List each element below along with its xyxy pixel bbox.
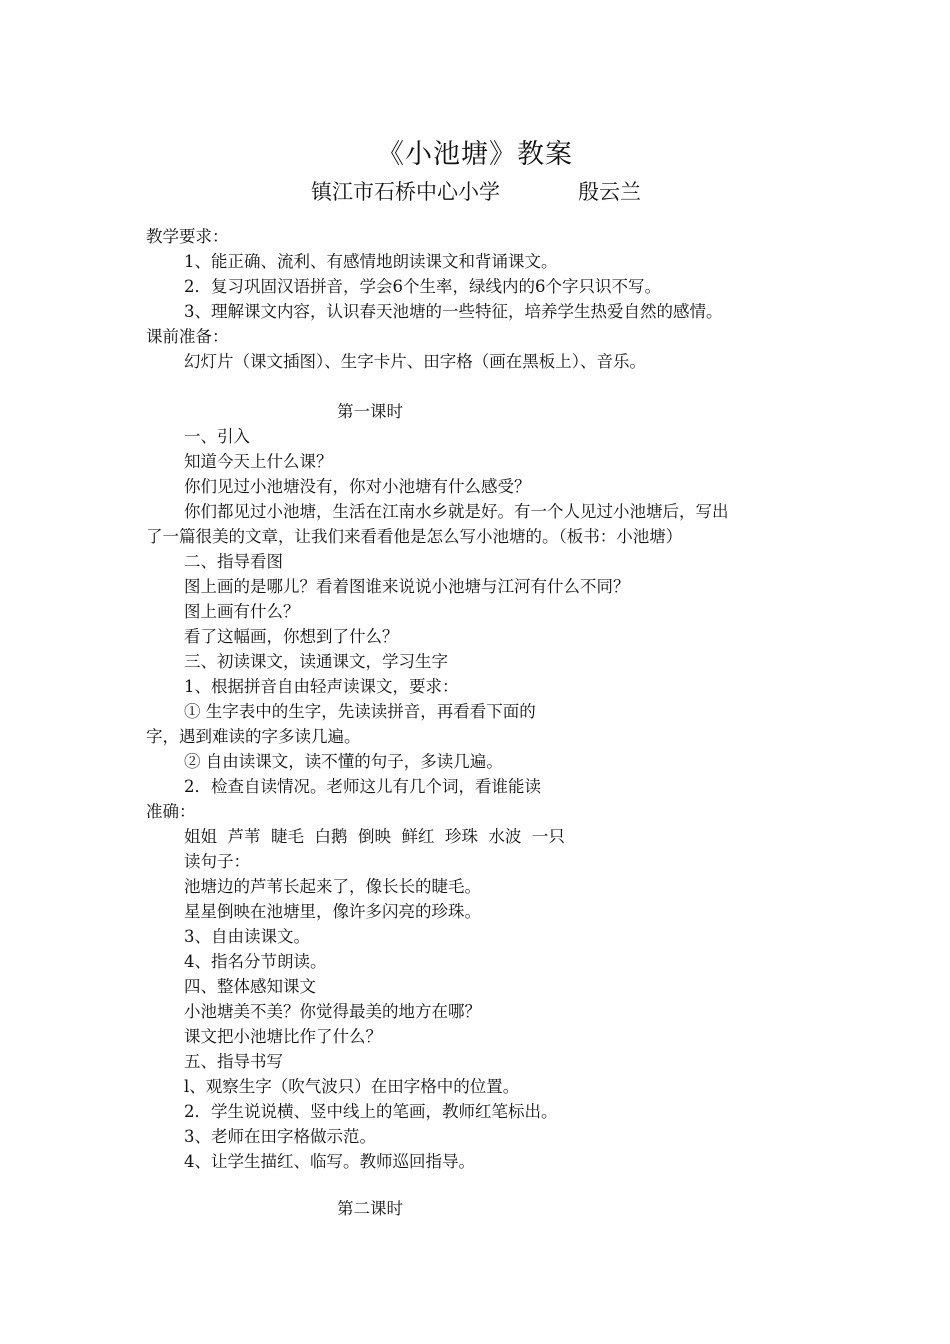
lesson-heading: 第一课时 [337, 402, 403, 421]
text-line: 你们都见过小池塘，生活在江南水乡就是好。有一个人见过小池塘后，写出 [184, 502, 729, 521]
text-line: 你们见过小池塘没有，你对小池塘有什么感受？ [184, 477, 531, 496]
text-line: 课文把小池塘比作了什么？ [184, 1027, 382, 1046]
text-line: 看了这幅画，你想到了什么？ [184, 627, 399, 646]
text-line: 图上画的是哪儿？看着图谁来说说小池塘与江河有什么不同？ [184, 577, 630, 596]
text-line: 4、指名分节朗读。 [184, 952, 327, 971]
text-line: 幻灯片（课文插图）、生字卡片、田字格（画在黑板上）、音乐。 [184, 352, 646, 371]
text-line: 知道今天上什么课？ [184, 452, 333, 471]
lesson-heading: 第二课时 [337, 1199, 403, 1218]
text-line: 池塘边的芦苇长起来了，像长长的睫毛。 [184, 877, 481, 896]
text-line: 准确： [146, 802, 196, 821]
text-line: 2．复习巩固汉语拼音，学会6个生率，绿线内的6个字只识不写。 [184, 277, 661, 296]
text-line: l、观察生字（吹气波只）在田字格中的位置。 [184, 1077, 520, 1096]
text-line: ① 生字表中的生字，先读读拼音，再看看下面的 [184, 702, 536, 721]
text-line: 3、理解课文内容，认识春天池塘的一些特征，培养学生热爱自然的感情。 [184, 302, 723, 321]
section-heading: 一、引入 [184, 427, 250, 446]
text-line: 字，遇到难读的字多读几遍。 [146, 727, 361, 746]
text-line: 小池塘美不美？你觉得最美的地方在哪？ [184, 1002, 481, 1021]
text-line: 图上画有什么？ [184, 602, 300, 621]
document-title: 《小池塘》教案 [377, 139, 573, 170]
text-line: 2．学生说说横、竖中线上的笔画，教师红笔标出。 [184, 1102, 558, 1121]
text-line: 了一篇很美的文章，让我们来看看他是怎么写小池塘的。（板书：小池塘） [146, 527, 683, 546]
section-heading: 教学要求： [146, 227, 229, 246]
text-line: 1、能正确、流利、有感情地朗读课文和背诵课文。 [184, 252, 558, 271]
text-line: 星星倒映在池塘里，像许多闪亮的珍珠。 [184, 902, 481, 921]
section-heading: 三、初读课文，读通课文，学习生字 [184, 652, 448, 671]
text-line: 4、让学生描红、临写。教师巡回指导。 [184, 1152, 475, 1171]
section-heading: 二、指导看图 [184, 552, 283, 571]
text-line: 3、自由读课文。 [184, 927, 310, 946]
section-heading: 四、整体感知课文 [184, 977, 316, 996]
text-line: 3、老师在田字格做示范。 [184, 1127, 376, 1146]
word-list: 姐姐 芦苇 睫毛 白鹅 倒映 鲜红 珍珠 水波 一只 [184, 827, 565, 846]
section-heading: 课前准备： [146, 327, 229, 346]
school-name: 镇江市石桥中心小学 [311, 180, 500, 204]
text-line: 2．检查自读情况。老师这儿有几个词，看谁能读 [184, 777, 541, 796]
author-name: 殷云兰 [578, 180, 641, 204]
text-line: ② 自由读课文，读不懂的句子，多读几遍。 [184, 752, 503, 771]
section-heading: 五、指导书写 [184, 1052, 283, 1071]
text-line: 读句子： [184, 852, 250, 871]
text-line: 1、根据拼音自由轻声读课文，要求： [184, 677, 459, 696]
byline [0, 176, 950, 206]
